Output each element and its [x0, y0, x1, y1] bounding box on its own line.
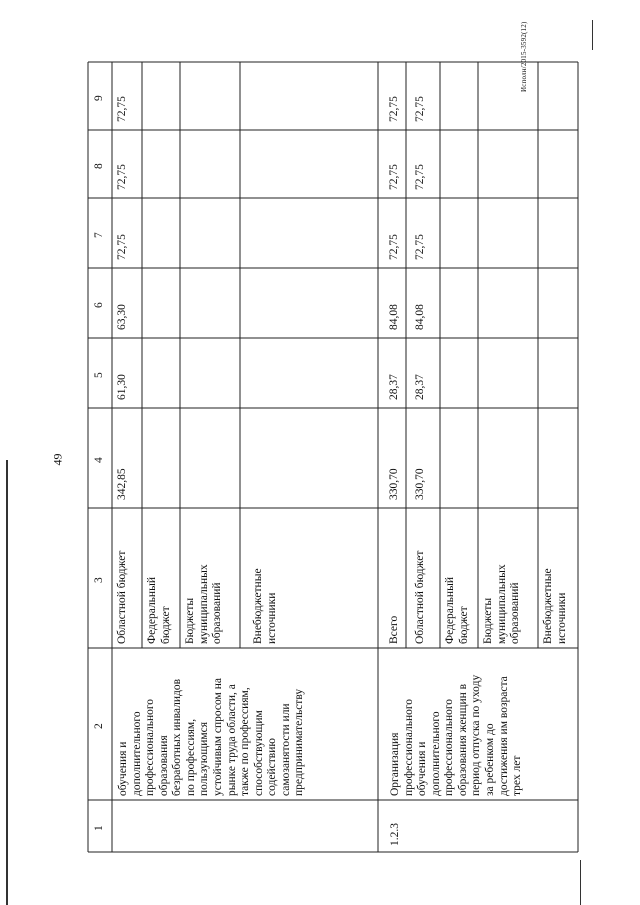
column-header: 1 — [93, 825, 105, 831]
column-header: 4 — [93, 457, 105, 463]
value-cell: 84,08 — [414, 304, 426, 330]
value-cell: 72,75 — [116, 164, 128, 190]
source-label: Бюджеты муниципальных образований — [482, 564, 522, 644]
value-cell: 72,75 — [116, 234, 128, 260]
source-label: Бюджеты муниципальных образований — [184, 564, 224, 644]
column-header: 8 — [93, 163, 105, 169]
column-header: 5 — [93, 372, 105, 378]
document-id: Исполн/2015-3592(12) — [520, 21, 528, 92]
value-cell: 72,75 — [388, 234, 400, 260]
source-label: Внебюджетные источники — [542, 568, 568, 644]
source-label: Областной бюджет — [116, 550, 128, 644]
column-header: 9 — [93, 95, 105, 101]
page-number: 49 — [50, 453, 65, 466]
value-cell: 72,75 — [388, 164, 400, 190]
row-number: 1.2.3 — [389, 823, 401, 846]
source-label: Областной бюджет — [414, 550, 426, 644]
source-label: Федеральный бюджет — [444, 577, 470, 644]
column-header: 2 — [93, 723, 105, 729]
row-name: Организация профессионального обучения и дополнительного профессионального образования женщин в период отпуска по уходу за ребенком до достижения им возраста трех лет — [389, 674, 524, 796]
value-cell: 330,70 — [414, 468, 426, 500]
value-cell: 72,75 — [388, 96, 400, 122]
value-cell: 84,08 — [388, 304, 400, 330]
value-cell: 72,75 — [414, 96, 426, 122]
column-header: 3 — [93, 577, 105, 583]
value-cell: 28,37 — [414, 374, 426, 400]
value-cell: 28,37 — [388, 374, 400, 400]
source-label: Внебюджетные источники — [252, 568, 278, 644]
column-header: 7 — [93, 232, 105, 238]
value-cell: 342,85 — [116, 468, 128, 500]
value-cell: 72,75 — [414, 234, 426, 260]
source-label: Федеральный бюджет — [146, 577, 172, 644]
column-header: 6 — [93, 302, 105, 308]
value-cell: 72,75 — [116, 96, 128, 122]
value-cell: 72,75 — [414, 164, 426, 190]
value-cell: 63,30 — [116, 304, 128, 330]
value-cell: 61,30 — [116, 374, 128, 400]
row-name: обучения и дополнительного профессионального образования безработных инвалидов по профессиям, пользующимся устойчивым спросом на рынке труда области, а также по профессиям, способствующим содействию самозанятости или предпринимательству — [117, 678, 306, 796]
source-label: Всего — [388, 615, 400, 644]
value-cell: 330,70 — [388, 468, 400, 500]
